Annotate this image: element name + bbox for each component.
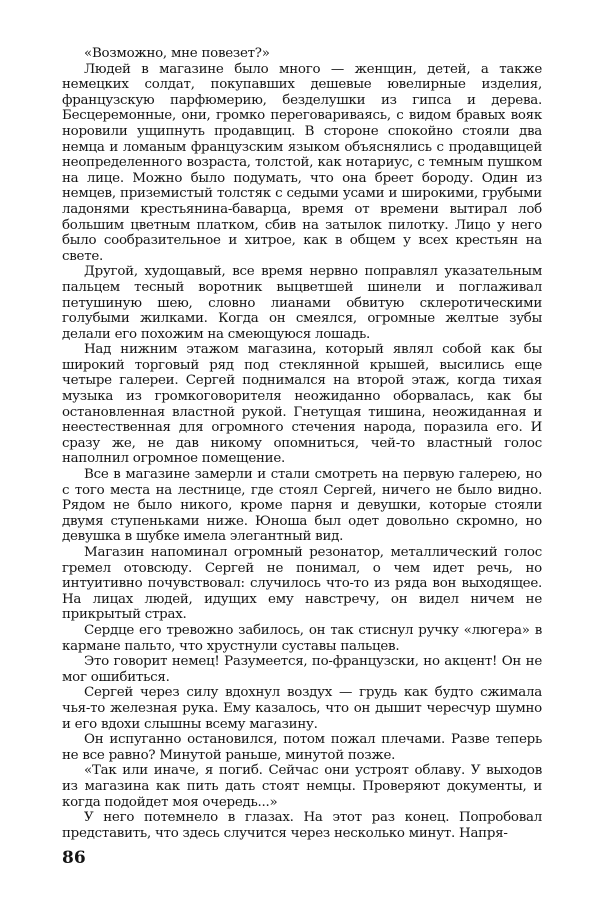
paragraph-9: Сергей через силу вдохнул воздух — грудь как будто сжимала чья-то железная рука. Ему казалось, что он дышит чересчур шумно и его вдохи слышны всему магазину.: [62, 685, 542, 732]
paragraph-3: Другой, худощавый, все время нервно поправлял указательным пальцем тесный воротник выцветшей шинели и поглаживал петушиную шею, словно лианами обвитую склеротическими голубыми жилками. Когда он смеялся, огромные желтые зубы делали его похожим на смеющуюся лошадь.: [62, 264, 542, 342]
paragraph-8: Это говорит немец! Разумеется, по-французски, но акцент! Он не мог ошибиться.: [62, 654, 542, 685]
paragraph-12: У него потемнело в глазах. На этот раз конец. Попробовал представить, что здесь случится через несколько минут. Напря-: [62, 810, 542, 841]
paragraph-10: Он испуганно остановился, потом пожал плечами. Разве теперь не все равно? Минутой раньше, минутой позже.: [62, 732, 542, 763]
paragraph-4: Над нижним этажом магазина, который являл собой как бы широкий торговый ряд под стеклянной крышей, высились еще четыре галереи. Сергей поднимался на второй этаж, когда тихая музыка из громкоговорителя неожиданно оборвалась, как бы остановленная властной рукой. Гнетущая тишина, неожиданная и неестественная для огромного стечения народа, поразила его. И сразу же, не дав никому опомниться, чей-то властный голос наполнил огромное помещение.: [62, 342, 542, 467]
body-text: [62, 46, 542, 841]
paragraph-11: «Так или иначе, я погиб. Сейчас они устроят облаву. У выходов из магазина как пить дать стоят немцы. Проверяют документы, и когда подойдет моя очередь...»: [62, 763, 542, 810]
paragraph-2: Людей в магазине было много — женщин, детей, а также немецких солдат, покупавших дешевые ювелирные изделия, французскую парфюмерию, безделушки из гипса и дерева. Бесцеремонные, они, громко переговариваясь, с видом бравых вояк норовили ущипнуть продавщиц. В стороне спокойно стояли два немца и ломаным французским языком объяснялись с продавщицей неопределенного возраста, толстой, как нотариус, с темным пушком на лице. Можно было подумать, что она бреет бороду. Один из немцев, приземистый толстяк с седыми усами и широкими, грубыми ладонями крестьянина-баварца, время от времени вытирал лоб большим цветным платком, сбив на затылок пилотку. Лицо у него было сообразительное и хитрое, как в общем у всех крестьян на свете.: [62, 61, 542, 264]
paragraph-1: «Возможно, мне повезет?»: [84, 46, 270, 61]
paragraph-6: Магазин напоминал огромный резонатор, металлический голос гремел отовсюду. Сергей не понимал, о чем идет речь, но интуитивно почувствовал: случилось что-то из ряда вон выходящее. На лицах людей, идущих ему навстречу, он видел ничем не прикрытый страх.: [62, 545, 542, 623]
page-number: 86: [62, 848, 86, 868]
paragraph-5: Все в магазине замерли и стали смотреть на первую галерею, но с того места на лестнице, где стоял Сергей, ничего не было видно. Рядом не было никого, кроме парня и девушки, которые стояли двумя ступеньками ниже. Юноша был одет довольно скромно, но девушка в шубке имела элегантный вид.: [62, 467, 542, 545]
paragraph-7: Сердце его тревожно забилось, он так стиснул ручку «люгера» в кармане пальто, что хрустнули суставы пальцев.: [62, 622, 542, 654]
